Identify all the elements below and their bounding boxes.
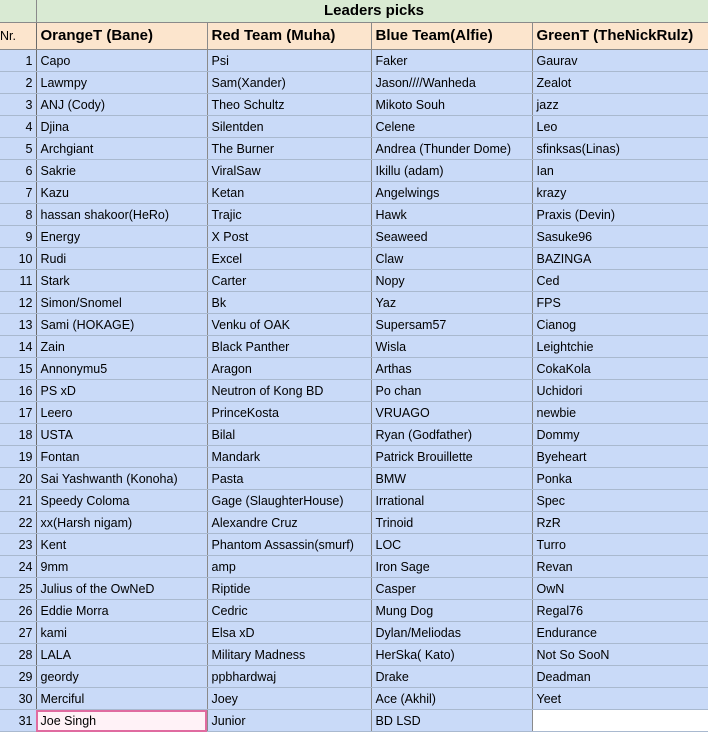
orange-team-cell[interactable]: Stark bbox=[36, 270, 207, 292]
row-number[interactable]: 16 bbox=[0, 380, 36, 402]
green-team-cell[interactable]: Regal76 bbox=[532, 600, 708, 622]
row-number[interactable]: 22 bbox=[0, 512, 36, 534]
green-team-cell[interactable]: Uchidori bbox=[532, 380, 708, 402]
blue-team-cell[interactable]: Iron Sage bbox=[371, 556, 532, 578]
orange-team-cell[interactable]: Simon/Snomel bbox=[36, 292, 207, 314]
red-team-cell[interactable]: Psi bbox=[207, 50, 371, 72]
row-number[interactable]: 21 bbox=[0, 490, 36, 512]
row-number[interactable]: 2 bbox=[0, 72, 36, 94]
row-number[interactable]: 19 bbox=[0, 446, 36, 468]
red-team-cell[interactable]: Alexandre Cruz bbox=[207, 512, 371, 534]
header-green-team[interactable]: GreenT (TheNickRulz) bbox=[532, 23, 708, 50]
blue-team-cell[interactable]: Mung Dog bbox=[371, 600, 532, 622]
row-number[interactable]: 15 bbox=[0, 358, 36, 380]
orange-team-cell[interactable]: Eddie Morra bbox=[36, 600, 207, 622]
red-team-cell[interactable]: Junior bbox=[207, 710, 371, 732]
red-team-cell[interactable]: Elsa xD bbox=[207, 622, 371, 644]
orange-team-cell[interactable]: Archgiant bbox=[36, 138, 207, 160]
green-team-cell[interactable]: Ponka bbox=[532, 468, 708, 490]
red-team-cell[interactable]: Black Panther bbox=[207, 336, 371, 358]
blue-team-cell[interactable]: Drake bbox=[371, 666, 532, 688]
green-team-cell[interactable]: OwN bbox=[532, 578, 708, 600]
green-team-cell[interactable]: Deadman bbox=[532, 666, 708, 688]
table-row bbox=[0, 248, 708, 270]
orange-team-cell[interactable]: Merciful bbox=[36, 688, 207, 710]
red-team-cell[interactable]: PrinceKosta bbox=[207, 402, 371, 424]
table-row bbox=[0, 72, 708, 94]
green-team-cell[interactable]: Dommy bbox=[532, 424, 708, 446]
row-number[interactable]: 20 bbox=[0, 468, 36, 490]
table-row bbox=[0, 446, 708, 468]
row-number[interactable]: 26 bbox=[0, 600, 36, 622]
blue-team-cell[interactable]: Ryan (Godfather) bbox=[371, 424, 532, 446]
green-team-cell[interactable]: Praxis (Devin) bbox=[532, 204, 708, 226]
blue-team-cell[interactable]: Jason////Wanheda bbox=[371, 72, 532, 94]
red-team-cell[interactable]: Sam(Xander) bbox=[207, 72, 371, 94]
blue-team-cell[interactable]: HerSka( Kato) bbox=[371, 644, 532, 666]
table-row bbox=[0, 666, 708, 688]
row-number[interactable]: 29 bbox=[0, 666, 36, 688]
green-team-cell[interactable] bbox=[532, 710, 708, 732]
row-number[interactable]: 5 bbox=[0, 138, 36, 160]
orange-team-cell[interactable]: Zain bbox=[36, 336, 207, 358]
table-row bbox=[0, 160, 708, 182]
green-team-cell[interactable]: Endurance bbox=[532, 622, 708, 644]
green-team-cell[interactable]: Ced bbox=[532, 270, 708, 292]
blue-team-cell[interactable]: Arthas bbox=[371, 358, 532, 380]
sheet-title[interactable]: Leaders picks bbox=[36, 0, 708, 23]
blue-team-cell[interactable]: Po chan bbox=[371, 380, 532, 402]
red-team-cell[interactable]: Venku of OAK bbox=[207, 314, 371, 336]
orange-team-cell[interactable]: 9mm bbox=[36, 556, 207, 578]
table-row bbox=[0, 402, 708, 424]
orange-team-cell[interactable]: Annonymu5 bbox=[36, 358, 207, 380]
table-row bbox=[0, 468, 708, 490]
row-number[interactable]: 18 bbox=[0, 424, 36, 446]
row-number[interactable]: 24 bbox=[0, 556, 36, 578]
red-team-cell[interactable]: X Post bbox=[207, 226, 371, 248]
red-team-cell[interactable]: Joey bbox=[207, 688, 371, 710]
blue-team-cell[interactable]: Casper bbox=[371, 578, 532, 600]
blue-team-cell[interactable]: VRUAGO bbox=[371, 402, 532, 424]
table-row bbox=[0, 380, 708, 402]
table-row bbox=[0, 182, 708, 204]
green-team-cell[interactable]: sfinksas(Linas) bbox=[532, 138, 708, 160]
table-row bbox=[0, 270, 708, 292]
row-number[interactable]: 13 bbox=[0, 314, 36, 336]
green-team-cell[interactable]: newbie bbox=[532, 402, 708, 424]
red-team-cell[interactable]: The Burner bbox=[207, 138, 371, 160]
green-team-cell[interactable]: CokaKola bbox=[532, 358, 708, 380]
red-team-cell[interactable]: ViralSaw bbox=[207, 160, 371, 182]
red-team-cell[interactable]: Bilal bbox=[207, 424, 371, 446]
table-row bbox=[0, 50, 708, 72]
red-team-cell[interactable]: Pasta bbox=[207, 468, 371, 490]
blue-team-cell[interactable]: Irrational bbox=[371, 490, 532, 512]
orange-team-cell[interactable]: Leero bbox=[36, 402, 207, 424]
green-team-cell[interactable]: jazz bbox=[532, 94, 708, 116]
orange-team-cell[interactable]: Kazu bbox=[36, 182, 207, 204]
table-row bbox=[0, 314, 708, 336]
red-team-cell[interactable]: Theo Schultz bbox=[207, 94, 371, 116]
blue-team-cell[interactable]: Claw bbox=[371, 248, 532, 270]
row-number[interactable]: 25 bbox=[0, 578, 36, 600]
table-row bbox=[0, 292, 708, 314]
orange-team-cell[interactable]: Capo bbox=[36, 50, 207, 72]
red-team-cell[interactable]: Cedric bbox=[207, 600, 371, 622]
header-orange-team[interactable]: OrangeT (Bane) bbox=[36, 23, 207, 50]
red-team-cell[interactable]: Silentden bbox=[207, 116, 371, 138]
orange-team-cell[interactable]: LALA bbox=[36, 644, 207, 666]
orange-team-cell[interactable]: geordy bbox=[36, 666, 207, 688]
blue-team-cell[interactable]: Celene bbox=[371, 116, 532, 138]
green-team-cell[interactable]: Gaurav bbox=[532, 50, 708, 72]
row-number[interactable]: 10 bbox=[0, 248, 36, 270]
red-team-cell[interactable]: Mandark bbox=[207, 446, 371, 468]
red-team-cell[interactable]: Trajic bbox=[207, 204, 371, 226]
orange-team-cell[interactable]: PS xD bbox=[36, 380, 207, 402]
blue-team-cell[interactable]: LOC bbox=[371, 534, 532, 556]
table-row bbox=[0, 578, 708, 600]
orange-team-cell[interactable]: kami bbox=[36, 622, 207, 644]
orange-team-cell[interactable]: Fontan bbox=[36, 446, 207, 468]
row-number[interactable]: 8 bbox=[0, 204, 36, 226]
table-row bbox=[0, 138, 708, 160]
row-number[interactable]: 28 bbox=[0, 644, 36, 666]
blue-team-cell[interactable]: Nopy bbox=[371, 270, 532, 292]
green-team-cell[interactable]: Leo bbox=[532, 116, 708, 138]
row-number[interactable]: 1 bbox=[0, 50, 36, 72]
header-nr[interactable]: Nr. bbox=[0, 23, 36, 50]
selected-cell[interactable]: Joe Singh bbox=[36, 710, 207, 732]
table-row bbox=[0, 226, 708, 248]
red-team-cell[interactable]: Military Madness bbox=[207, 644, 371, 666]
green-team-cell[interactable]: Not So SooN bbox=[532, 644, 708, 666]
blue-team-cell[interactable]: Trinoid bbox=[371, 512, 532, 534]
orange-team-cell[interactable]: Kent bbox=[36, 534, 207, 556]
blue-team-cell[interactable]: Hawk bbox=[371, 204, 532, 226]
red-team-cell[interactable]: Riptide bbox=[207, 578, 371, 600]
orange-team-cell[interactable]: Lawmpy bbox=[36, 72, 207, 94]
green-team-cell[interactable]: Revan bbox=[532, 556, 708, 578]
red-team-cell[interactable]: Ketan bbox=[207, 182, 371, 204]
green-team-cell[interactable]: Yeet bbox=[532, 688, 708, 710]
orange-team-cell[interactable]: Energy bbox=[36, 226, 207, 248]
orange-team-cell[interactable]: Speedy Coloma bbox=[36, 490, 207, 512]
table-row bbox=[0, 710, 708, 732]
row-number[interactable]: 27 bbox=[0, 622, 36, 644]
orange-team-cell[interactable]: Rudi bbox=[36, 248, 207, 270]
blue-team-cell[interactable]: Angelwings bbox=[371, 182, 532, 204]
row-number[interactable]: 14 bbox=[0, 336, 36, 358]
red-team-cell[interactable]: Bk bbox=[207, 292, 371, 314]
green-team-cell[interactable]: Byeheart bbox=[532, 446, 708, 468]
table-row bbox=[0, 644, 708, 666]
blue-team-cell[interactable]: Seaweed bbox=[371, 226, 532, 248]
blue-team-cell[interactable]: Ikillu (adam) bbox=[371, 160, 532, 182]
header-blue-team[interactable]: Blue Team(Alfie) bbox=[371, 23, 532, 50]
table-row bbox=[0, 512, 708, 534]
table-row bbox=[0, 534, 708, 556]
green-team-cell[interactable]: Spec bbox=[532, 490, 708, 512]
blue-team-cell[interactable]: Mikoto Souh bbox=[371, 94, 532, 116]
table-row bbox=[0, 424, 708, 446]
red-team-cell[interactable]: Phantom Assassin(smurf) bbox=[207, 534, 371, 556]
row-number[interactable]: 30 bbox=[0, 688, 36, 710]
orange-team-cell[interactable]: ANJ (Cody) bbox=[36, 94, 207, 116]
blue-team-cell[interactable]: Wisla bbox=[371, 336, 532, 358]
blue-team-cell[interactable]: Yaz bbox=[371, 292, 532, 314]
orange-team-cell[interactable]: Djina bbox=[36, 116, 207, 138]
row-number[interactable]: 7 bbox=[0, 182, 36, 204]
table-row bbox=[0, 94, 708, 116]
orange-team-cell[interactable]: hassan shakoor(HeRo) bbox=[36, 204, 207, 226]
row-number[interactable]: 3 bbox=[0, 94, 36, 116]
red-team-cell[interactable]: amp bbox=[207, 556, 371, 578]
red-team-cell[interactable]: ppbhardwaj bbox=[207, 666, 371, 688]
title-row bbox=[0, 0, 708, 23]
green-team-cell[interactable]: Sasuke96 bbox=[532, 226, 708, 248]
table-row bbox=[0, 204, 708, 226]
corner-cell[interactable] bbox=[0, 0, 36, 23]
green-team-cell[interactable]: Cianog bbox=[532, 314, 708, 336]
red-team-cell[interactable]: Neutron of Kong BD bbox=[207, 380, 371, 402]
green-team-cell[interactable]: Zealot bbox=[532, 72, 708, 94]
orange-team-cell[interactable]: xx(Harsh nigam) bbox=[36, 512, 207, 534]
header-red-team[interactable]: Red Team (Muha) bbox=[207, 23, 371, 50]
row-number[interactable]: 9 bbox=[0, 226, 36, 248]
red-team-cell[interactable]: Gage (SlaughterHouse) bbox=[207, 490, 371, 512]
green-team-cell[interactable]: FPS bbox=[532, 292, 708, 314]
row-number[interactable]: 23 bbox=[0, 534, 36, 556]
table-row bbox=[0, 336, 708, 358]
blue-team-cell[interactable]: Patrick Brouillette bbox=[371, 446, 532, 468]
orange-team-cell[interactable]: USTA bbox=[36, 424, 207, 446]
red-team-cell[interactable]: Carter bbox=[207, 270, 371, 292]
row-number[interactable]: 11 bbox=[0, 270, 36, 292]
row-number[interactable]: 6 bbox=[0, 160, 36, 182]
blue-team-cell[interactable]: Faker bbox=[371, 50, 532, 72]
green-team-cell[interactable]: RzR bbox=[532, 512, 708, 534]
row-number[interactable]: 12 bbox=[0, 292, 36, 314]
table-row bbox=[0, 358, 708, 380]
blue-team-cell[interactable]: BD LSD bbox=[371, 710, 532, 732]
orange-team-cell[interactable]: Sakrie bbox=[36, 160, 207, 182]
blue-team-cell[interactable]: Supersam57 bbox=[371, 314, 532, 336]
blue-team-cell[interactable]: Dylan/Meliodas bbox=[371, 622, 532, 644]
orange-team-cell[interactable]: Sami (HOKAGE) bbox=[36, 314, 207, 336]
row-number[interactable]: 31 bbox=[0, 710, 36, 732]
row-number[interactable]: 17 bbox=[0, 402, 36, 424]
blue-team-cell[interactable]: Ace (Akhil) bbox=[371, 688, 532, 710]
blue-team-cell[interactable]: Andrea (Thunder Dome) bbox=[371, 138, 532, 160]
table-row bbox=[0, 490, 708, 512]
table-row bbox=[0, 622, 708, 644]
green-team-cell[interactable]: Leightchie bbox=[532, 336, 708, 358]
orange-team-cell[interactable]: Sai Yashwanth (Konoha) bbox=[36, 468, 207, 490]
header-row bbox=[0, 23, 708, 50]
table-row bbox=[0, 116, 708, 138]
blue-team-cell[interactable]: BMW bbox=[371, 468, 532, 490]
row-number[interactable]: 4 bbox=[0, 116, 36, 138]
green-team-cell[interactable]: Turro bbox=[532, 534, 708, 556]
red-team-cell[interactable]: Excel bbox=[207, 248, 371, 270]
table-row bbox=[0, 556, 708, 578]
red-team-cell[interactable]: Aragon bbox=[207, 358, 371, 380]
green-team-cell[interactable]: Ian bbox=[532, 160, 708, 182]
orange-team-cell[interactable]: Julius of the OwNeD bbox=[36, 578, 207, 600]
table-row bbox=[0, 600, 708, 622]
green-team-cell[interactable]: BAZINGA bbox=[532, 248, 708, 270]
green-team-cell[interactable]: krazy bbox=[532, 182, 708, 204]
